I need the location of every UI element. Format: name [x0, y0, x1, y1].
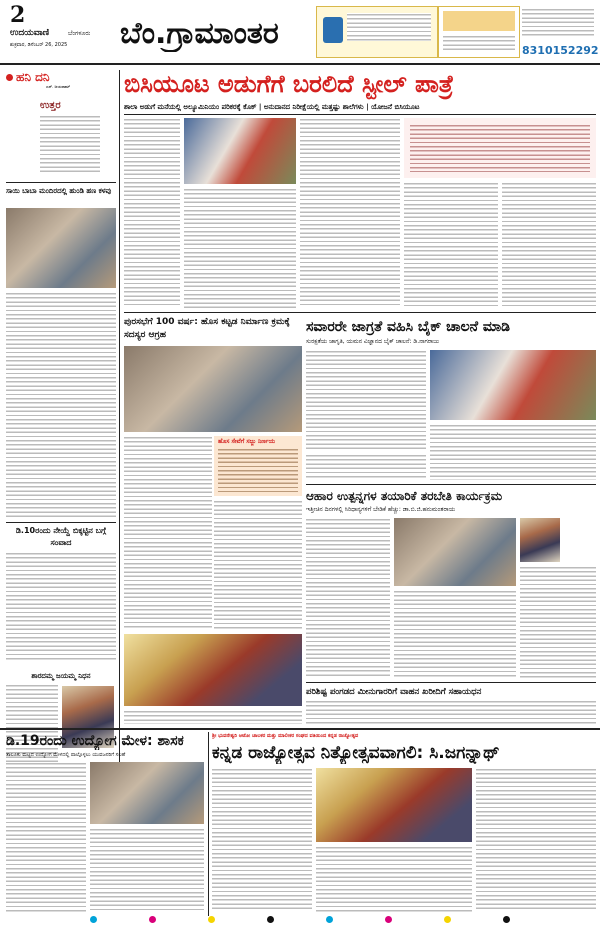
left-column: [6, 70, 116, 770]
jobfair-photo: [90, 762, 204, 824]
centenary-photo: [124, 346, 302, 432]
black-mark-icon: [267, 916, 274, 923]
helmet-subhead: ಸುರಕ್ಷತೆಯ ಜಾಗೃತಿ, ಯಮನ ವಿಜ್ಞಾನದ ಬೈಕ್ ಚಾಲನೆ: ಡಿ.ನಾಗರಾಜು: [306, 338, 440, 345]
ad-phone-number: 8310152292: [522, 44, 599, 57]
date-line: ಶುಕ್ರವಾರ, ಡಿಸೆಂಬರ್ 26, 2025: [10, 42, 68, 48]
rajyotsava-headline: ಕನ್ನಡ ರಾಜ್ಯೋತ್ಸವ ನಿತ್ಯೋತ್ಸವವಾಗಲಿ: ಸಿ.ಜಗನ್ನಾಥ್: [212, 743, 500, 763]
cyan-mark-icon: [326, 916, 333, 923]
jobfair-subhead: ತಾಲೂಕು ಮಟ್ಟದ ಉದ್ಯೋಗ ಮೇಳದಲ್ಲಿ ಪಾಲ್ಗೊಳ್ಳಲು ಯುವಜನರಿಗೆ ಸಲಹೆ: [6, 752, 126, 758]
column-divider-left: [119, 70, 120, 770]
cyan-mark-icon: [90, 916, 97, 923]
edition-name: ಬೆಂಗಳೂರು: [68, 30, 91, 37]
jobfair-headline: ಡಿ.19ರಂದು ಉದ್ಯೋಗ ಮೇಳ: ಶಾಸಕ: [6, 733, 184, 749]
lead-photo: [184, 118, 296, 184]
lead-subhead: ಶಾಲಾ ಅಡುಗೆ ಮನೆಯಲ್ಲಿ ಅಲ್ಯೂಮಿನಿಯಂ ಪರಿಕರಕ್ಕೆ ಕೊಕ್ | ಅನುದಾನದ ನಿರೀಕ್ಷೆಯಲ್ಲಿ ಮತ್ತಷ್ಟು ಶಾಲೆಗಳು | ಯೋಜನೆ ಬಿಸಿಯೂಟ: [124, 103, 420, 111]
obituary-headline: ಶಾರದಮ್ಮ ಜಯಮ್ಮ ನಿಧನ: [31, 672, 91, 680]
food-subhead: ಇತ್ತೀಚಿನ ದಿನಗಳಲ್ಲಿ ಸಿರಿಧಾನ್ಯಗಳಿಗೆ ಬೇಡಿಕೆ ಹೆಚ್ಚು: ಡಾ.ಬಿ.ಜಿ.ಹನುಮಂತರಾಯ: [306, 506, 456, 513]
rajyotsava-photo: [316, 768, 472, 842]
yellow-mark-icon: [444, 916, 451, 923]
food-photo: [394, 518, 516, 586]
honey-author: ಎಸ್. ಜಯರಾಮ್: [46, 84, 71, 89]
masthead-divider: [0, 63, 600, 65]
magenta-mark-icon: [149, 916, 156, 923]
masthead-ad-2: [438, 6, 520, 58]
registration-marks: [90, 916, 510, 924]
masthead-ad-3: [520, 6, 599, 60]
temple-event-photo: [124, 634, 302, 706]
page-number: 2: [10, 2, 26, 28]
black-mark-icon: [503, 916, 510, 923]
masthead: [0, 0, 600, 66]
sai-temple-headline: ಸಾಯಿ ಬಾಬಾ ಮಂದಿರದಲ್ಲಿ ಹುಂಡಿ ಹಣ ಕಳವು: [6, 187, 112, 195]
officer-portrait: [520, 518, 560, 562]
helmet-photo: [430, 350, 596, 420]
magenta-mark-icon: [385, 916, 392, 923]
honey-column-title: ಹನಿ ದನಿ: [16, 70, 50, 84]
helmet-headline: ಸವಾರರೇ ಜಾಗ್ರತೆ ವಹಿಸಿ ಬೈಕ್ ಚಾಲನೆ ಮಾಡಿ: [306, 319, 510, 335]
lead-body-col-1: [124, 118, 180, 308]
centenary-headline: ಪುರಸಭೆಗೆ 100 ವರ್ಷ: ಹೊಸ ಕಟ್ಟಡ ನಿರ್ಮಾಣ ಕ್ರಮಕ್ಕೆ ಸದಸ್ಯರ ಆಗ್ರಹ: [124, 317, 290, 340]
lead-headline: ಬಿಸಿಯೂಟ ಅಡುಗೆಗೆ ಬರಲಿದೆ ಸ್ಟೀಲ್ ಪಾತ್ರೆ: [124, 70, 454, 98]
section-title: ಬೆಂ.ಗ್ರಾಮಾಂತರ: [120, 16, 279, 51]
sai-temple-photo: [6, 208, 116, 288]
poem-title: ಉತ್ತರ: [40, 100, 61, 111]
rajyotsava-kicker: ಶ್ರೀ ಭುವನೇಶ್ವರಿ ಆಟೋ ಚಾಲಕರ ಮತ್ತು ಮಾಲೀಕರ ಸಂಘದ ವತಿಯಿಂದ ಕನ್ನಡ ರಾಜ್ಯೋತ್ಸವ: [212, 733, 359, 739]
masthead-ad-1: [316, 6, 438, 58]
paper-name: ಉದಯವಾಣಿ: [10, 28, 50, 38]
new-service-headline: ಹೊಸ ಸೇವೆಗೆ ಸಜ್ಜು ನಿರ್ಣಯ: [218, 438, 276, 445]
discussion-headline: ಡಿ.10ರಂದು ನೇಯ್ದೆ ಬಿಕ್ಕಟ್ಟಿನ ಬಗ್ಗೆ ಸಂವಾದ: [15, 526, 107, 547]
yellow-mark-icon: [208, 916, 215, 923]
fishermen-headline: ಪರಿಶಿಷ್ಟ ಪಂಗಡದ ಮೀನುಗಾರರಿಗೆ ವಾಹನ ಖರೀದಿಗೆ ಸಹಾಯಧನ: [306, 687, 482, 697]
food-headline: ಆಹಾರ ಉತ್ಪನ್ನಗಳ ತಯಾರಿಕೆ ತರಬೇತಿ ಕಾರ್ಯಕ್ರಮ: [306, 489, 503, 503]
ad-logo-icon: [323, 17, 343, 43]
honey-icon: [6, 74, 13, 81]
